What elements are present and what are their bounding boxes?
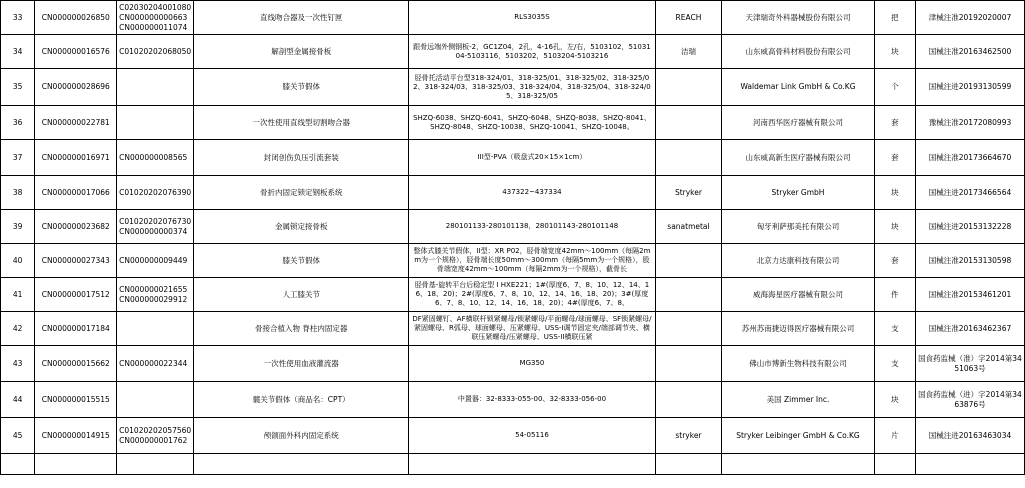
specification-cell: 54-05116 bbox=[409, 418, 655, 454]
product-code-cell: CN000000028696 bbox=[35, 69, 117, 106]
product-code-cell: CN000000017066 bbox=[35, 176, 117, 210]
registration-number-cell: 国械注准20173664670 bbox=[916, 140, 1025, 176]
product-code-cell: CN000000015515 bbox=[35, 382, 117, 418]
table-row bbox=[1, 382, 1025, 418]
manufacturer-cell: 威海海星医疗器械有限公司 bbox=[722, 278, 874, 312]
catalog-code: C02030204001080 bbox=[119, 2, 192, 12]
product-code-cell: CN000000026850 bbox=[35, 1, 117, 35]
product-code-cell: CN000000022781 bbox=[35, 106, 117, 140]
brand-cell: Stryker bbox=[655, 176, 722, 210]
catalog-code-cell bbox=[117, 418, 194, 454]
row-number-cell: 33 bbox=[1, 1, 35, 35]
product-name-cell: 一次性使用直线型切割吻合器 bbox=[194, 106, 409, 140]
unit-cell: 支 bbox=[874, 346, 915, 382]
registration-number-cell: 国械注准20153130598 bbox=[916, 244, 1025, 278]
specification-cell: III型-PVA（吸盘式20×15×1cm） bbox=[409, 140, 655, 176]
catalog-code-cell bbox=[117, 312, 194, 346]
manufacturer-cell: 佛山市博新生物科技有限公司 bbox=[722, 346, 874, 382]
unit-cell: 块 bbox=[874, 176, 915, 210]
catalog-code: C01020202057560 bbox=[119, 425, 192, 435]
registration-number-cell: 国械注进20173466564 bbox=[916, 176, 1025, 210]
row-number-cell: 42 bbox=[1, 312, 35, 346]
catalog-code-cell bbox=[117, 346, 194, 382]
registration-number-cell: 津械注准20192020007 bbox=[916, 1, 1025, 35]
manufacturer-cell: 山东威高骨科材料股份有限公司 bbox=[722, 35, 874, 69]
specification-cell: 437322~437334 bbox=[409, 176, 655, 210]
specification-cell: 胫骨托活动平台型318-324/01、318-325/01、318-325/02、318-325/02、318-324/03、318-325/03、318-324/04、318-325/04、318-324/05、318-325/05 bbox=[409, 69, 655, 106]
brand-cell bbox=[655, 69, 722, 106]
registration-number-cell: 国械注进20163463034 bbox=[916, 418, 1025, 454]
unit-cell: 把 bbox=[874, 1, 915, 35]
manufacturer-cell bbox=[722, 454, 874, 475]
brand-cell bbox=[655, 106, 722, 140]
registration-number-cell: 国械注准20163462367 bbox=[916, 312, 1025, 346]
unit-cell: 套 bbox=[874, 244, 915, 278]
specification-cell bbox=[409, 454, 655, 475]
specification-cell: 280101133-280101138，280101143-280101148 bbox=[409, 210, 655, 244]
manufacturer-cell: 苏州苏南捷迈得医疗器械有限公司 bbox=[722, 312, 874, 346]
row-number-cell: 35 bbox=[1, 69, 35, 106]
manufacturer-cell: 北京力达康科技有限公司 bbox=[722, 244, 874, 278]
registration-number-cell: 国械注准20153461201 bbox=[916, 278, 1025, 312]
catalog-code-cell bbox=[117, 140, 194, 176]
row-number-cell: 37 bbox=[1, 140, 35, 176]
manufacturer-cell: 河南西华医疗器械有限公司 bbox=[722, 106, 874, 140]
product-code-cell: CN000000015662 bbox=[35, 346, 117, 382]
product-name-cell: 膝关节假体 bbox=[194, 244, 409, 278]
table-row bbox=[1, 418, 1025, 454]
specification-cell: 中置器：32-8333-055-00、32-8333-056-00 bbox=[409, 382, 655, 418]
manufacturer-cell: 天津瑞奇外科器械股份有限公司 bbox=[722, 1, 874, 35]
catalog-code: CN000000008565 bbox=[119, 152, 188, 162]
specification-cell: MG350 bbox=[409, 346, 655, 382]
row-number-cell bbox=[1, 454, 35, 475]
row-number-cell: 44 bbox=[1, 382, 35, 418]
catalog-code-cell bbox=[117, 244, 194, 278]
catalog-code: C01020202076730 bbox=[119, 216, 192, 226]
registration-number-cell: 豫械注准20172080993 bbox=[916, 106, 1025, 140]
unit-cell: 块 bbox=[874, 35, 915, 69]
brand-cell bbox=[655, 312, 722, 346]
table-row bbox=[1, 278, 1025, 312]
unit-cell: 支 bbox=[874, 312, 915, 346]
brand-cell: stryker bbox=[655, 418, 722, 454]
product-name-cell: 直线吻合器及一次性钉匣 bbox=[194, 1, 409, 35]
table-row bbox=[1, 244, 1025, 278]
manufacturer-cell: Stryker GmbH bbox=[722, 176, 874, 210]
table-row bbox=[1, 1, 1025, 35]
row-number-cell: 38 bbox=[1, 176, 35, 210]
brand-cell bbox=[655, 346, 722, 382]
table-row bbox=[1, 140, 1025, 176]
product-code-cell: CN000000027343 bbox=[35, 244, 117, 278]
table-row bbox=[1, 176, 1025, 210]
unit-cell: 块 bbox=[874, 210, 915, 244]
catalog-code: CN000000000374 bbox=[119, 226, 188, 236]
unit-cell: 件 bbox=[874, 278, 915, 312]
brand-cell bbox=[655, 244, 722, 278]
product-name-cell: 颅颌面外科内固定系统 bbox=[194, 418, 409, 454]
manufacturer-cell: 美国 Zimmer Inc. bbox=[722, 382, 874, 418]
brand-cell bbox=[655, 382, 722, 418]
catalog-code-cell bbox=[117, 454, 194, 475]
registration-number-cell: 国械注准20163462500 bbox=[916, 35, 1025, 69]
product-code-cell: CN000000017184 bbox=[35, 312, 117, 346]
catalog-code: CN000000009449 bbox=[119, 255, 188, 265]
registration-number-cell: 国食药监械（准）字2014第3451063号 bbox=[916, 346, 1025, 382]
table-body bbox=[1, 1, 1025, 475]
catalog-code-cell bbox=[117, 69, 194, 106]
brand-cell bbox=[655, 278, 722, 312]
product-name-cell bbox=[194, 454, 409, 475]
specification-cell: 整体式膝关节假体，II型：XR P02，胫骨端宽度42mm～100mm（每隔2mm为一个规格），胫骨端长度50mm～300mm（每隔5mm为一个规格），股骨端宽度42mm～100mm（每隔2mm为一个规格），截骨长 bbox=[409, 244, 655, 278]
catalog-code: CN000000022344 bbox=[119, 358, 188, 368]
specification-cell: RLS3035S bbox=[409, 1, 655, 35]
product-name-cell: 人工膝关节 bbox=[194, 278, 409, 312]
table-row bbox=[1, 346, 1025, 382]
row-number-cell: 41 bbox=[1, 278, 35, 312]
brand-cell: REACH bbox=[655, 1, 722, 35]
product-name-cell: 金属锁定接骨板 bbox=[194, 210, 409, 244]
catalog-code: CN000000001762 bbox=[119, 435, 188, 445]
unit-cell bbox=[874, 454, 915, 475]
table-row bbox=[1, 106, 1025, 140]
catalog-code-cell bbox=[117, 278, 194, 312]
catalog-code: CN000000000663 bbox=[119, 12, 188, 22]
catalog-code: CN000000029912 bbox=[119, 294, 188, 304]
manufacturer-cell: Stryker Leibinger GmbH & Co.KG bbox=[722, 418, 874, 454]
unit-cell: 个 bbox=[874, 69, 915, 106]
table-row bbox=[1, 210, 1025, 244]
unit-cell: 套 bbox=[874, 140, 915, 176]
product-name-cell: 膝关节假体 bbox=[194, 69, 409, 106]
table-row bbox=[1, 312, 1025, 346]
registration-number-cell: 国械注进20193130599 bbox=[916, 69, 1025, 106]
catalog-code-cell bbox=[117, 106, 194, 140]
product-code-cell: CN000000016576 bbox=[35, 35, 117, 69]
registration-number-cell bbox=[916, 454, 1025, 475]
row-number-cell: 36 bbox=[1, 106, 35, 140]
registration-number-cell: 国械注进20153132228 bbox=[916, 210, 1025, 244]
catalog-code-cell bbox=[117, 382, 194, 418]
manufacturer-cell: Waldemar Link GmbH & Co.KG bbox=[722, 69, 874, 106]
manufacturer-cell: 匈牙利萨那美托有限公司 bbox=[722, 210, 874, 244]
product-code-cell: CN000000014915 bbox=[35, 418, 117, 454]
unit-cell: 块 bbox=[874, 382, 915, 418]
registration-number-cell: 国食药监械（进）字2014第3463876号 bbox=[916, 382, 1025, 418]
product-name-cell: 一次性使用血液灌流器 bbox=[194, 346, 409, 382]
catalog-code-cell bbox=[117, 1, 194, 35]
catalog-code-cell bbox=[117, 210, 194, 244]
catalog-code-cell bbox=[117, 176, 194, 210]
manufacturer-cell: 山东威高新生医疗器械有限公司 bbox=[722, 140, 874, 176]
catalog-code: C01020202068050 bbox=[119, 46, 192, 56]
specification-cell: 跟骨远端外侧钢板-2，GC1Z04，2孔，4-16孔，左/右，5103102，5103104-5103116，5103202，5103204-5103216 bbox=[409, 35, 655, 69]
table-row bbox=[1, 454, 1025, 475]
catalog-code: CN000000021655 bbox=[119, 284, 188, 294]
product-name-cell: 封闭创伤负压引流套装 bbox=[194, 140, 409, 176]
row-number-cell: 43 bbox=[1, 346, 35, 382]
specification-cell: 胫骨基-旋转平台后稳定型 I HXE221；1#(厚度6、7、8、10、12、14、16、18、20)；2#(厚度6、7、8、10、12、14、16、18、20)；3#(厚度6、7、8、10、12、14、16、18、20)；4#(厚度6、7、8、 bbox=[409, 278, 655, 312]
product-code-cell: CN000000017512 bbox=[35, 278, 117, 312]
brand-cell bbox=[655, 454, 722, 475]
catalog-code: C01020202076390 bbox=[119, 187, 192, 197]
product-code-cell: CN000000016971 bbox=[35, 140, 117, 176]
product-name-cell: 髋关节假体（商品名：CPT） bbox=[194, 382, 409, 418]
row-number-cell: 39 bbox=[1, 210, 35, 244]
brand-cell bbox=[655, 140, 722, 176]
product-code-cell bbox=[35, 454, 117, 475]
brand-cell: 洁瑞 bbox=[655, 35, 722, 69]
unit-cell: 套 bbox=[874, 106, 915, 140]
table-row bbox=[1, 69, 1025, 106]
product-name-cell: 解剖型金属接骨板 bbox=[194, 35, 409, 69]
row-number-cell: 34 bbox=[1, 35, 35, 69]
product-name-cell: 骨接合植入物 脊柱内固定器 bbox=[194, 312, 409, 346]
specification-cell: DF紧固螺钉、AF横联杆锁紧螺母/锁紧螺母/平面螺母/球面螺母、SF锁紧螺母/紧固螺母、R弧母、球面螺母、压紧螺母、USS-I调节固定夹/端部调节夹、横联压紧螺母/压紧螺母、USS-II横联压紧 bbox=[409, 312, 655, 346]
brand-cell: sanatmetal bbox=[655, 210, 722, 244]
product-code-cell: CN000000023682 bbox=[35, 210, 117, 244]
catalog-code-cell bbox=[117, 35, 194, 69]
row-number-cell: 45 bbox=[1, 418, 35, 454]
row-number-cell: 40 bbox=[1, 244, 35, 278]
specification-cell: SHZQ-6038、SHZQ-6041、SHZQ-6048、SHZQ-8038、SHZQ-8041、SHZQ-8048、SHZQ-10038、SHZQ-10041、SHZQ-10048。 bbox=[409, 106, 655, 140]
unit-cell: 片 bbox=[874, 418, 915, 454]
catalog-code: CN000000011074 bbox=[119, 22, 188, 32]
product-name-cell: 骨折内固定锁定钢板系统 bbox=[194, 176, 409, 210]
table-row bbox=[1, 35, 1025, 69]
